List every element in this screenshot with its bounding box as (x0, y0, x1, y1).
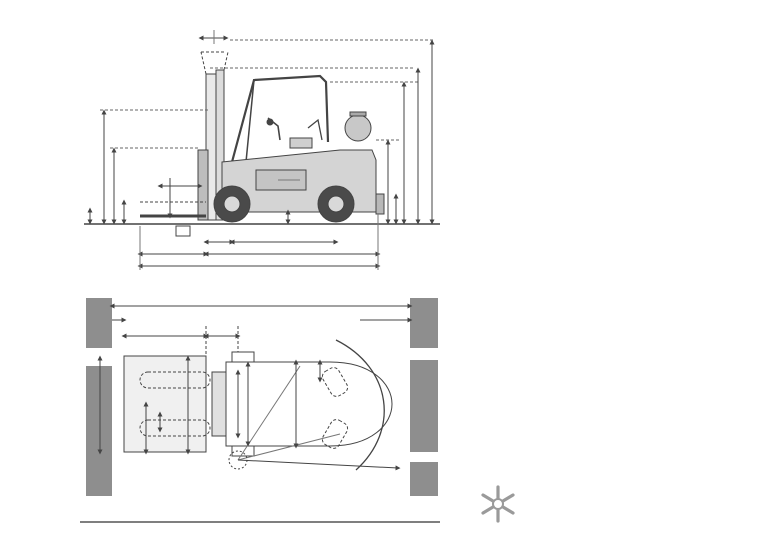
top-view (86, 298, 438, 496)
truck-outline-top (226, 362, 392, 446)
lpg-tank (345, 115, 371, 141)
rear-wheel (318, 186, 354, 222)
snowflake-icon (478, 484, 518, 524)
front-wheel (214, 186, 250, 222)
side-view (84, 30, 440, 270)
overhead-guard (232, 76, 328, 162)
pallet (124, 356, 206, 452)
machines4u-logo (478, 482, 748, 530)
fork-carriage (140, 150, 208, 220)
rack-right-mid (410, 360, 438, 452)
rack-left-top (86, 298, 112, 348)
rack-left-bottom (86, 366, 112, 496)
rack-right-top (410, 298, 438, 348)
rack-right-bottom (410, 462, 438, 496)
